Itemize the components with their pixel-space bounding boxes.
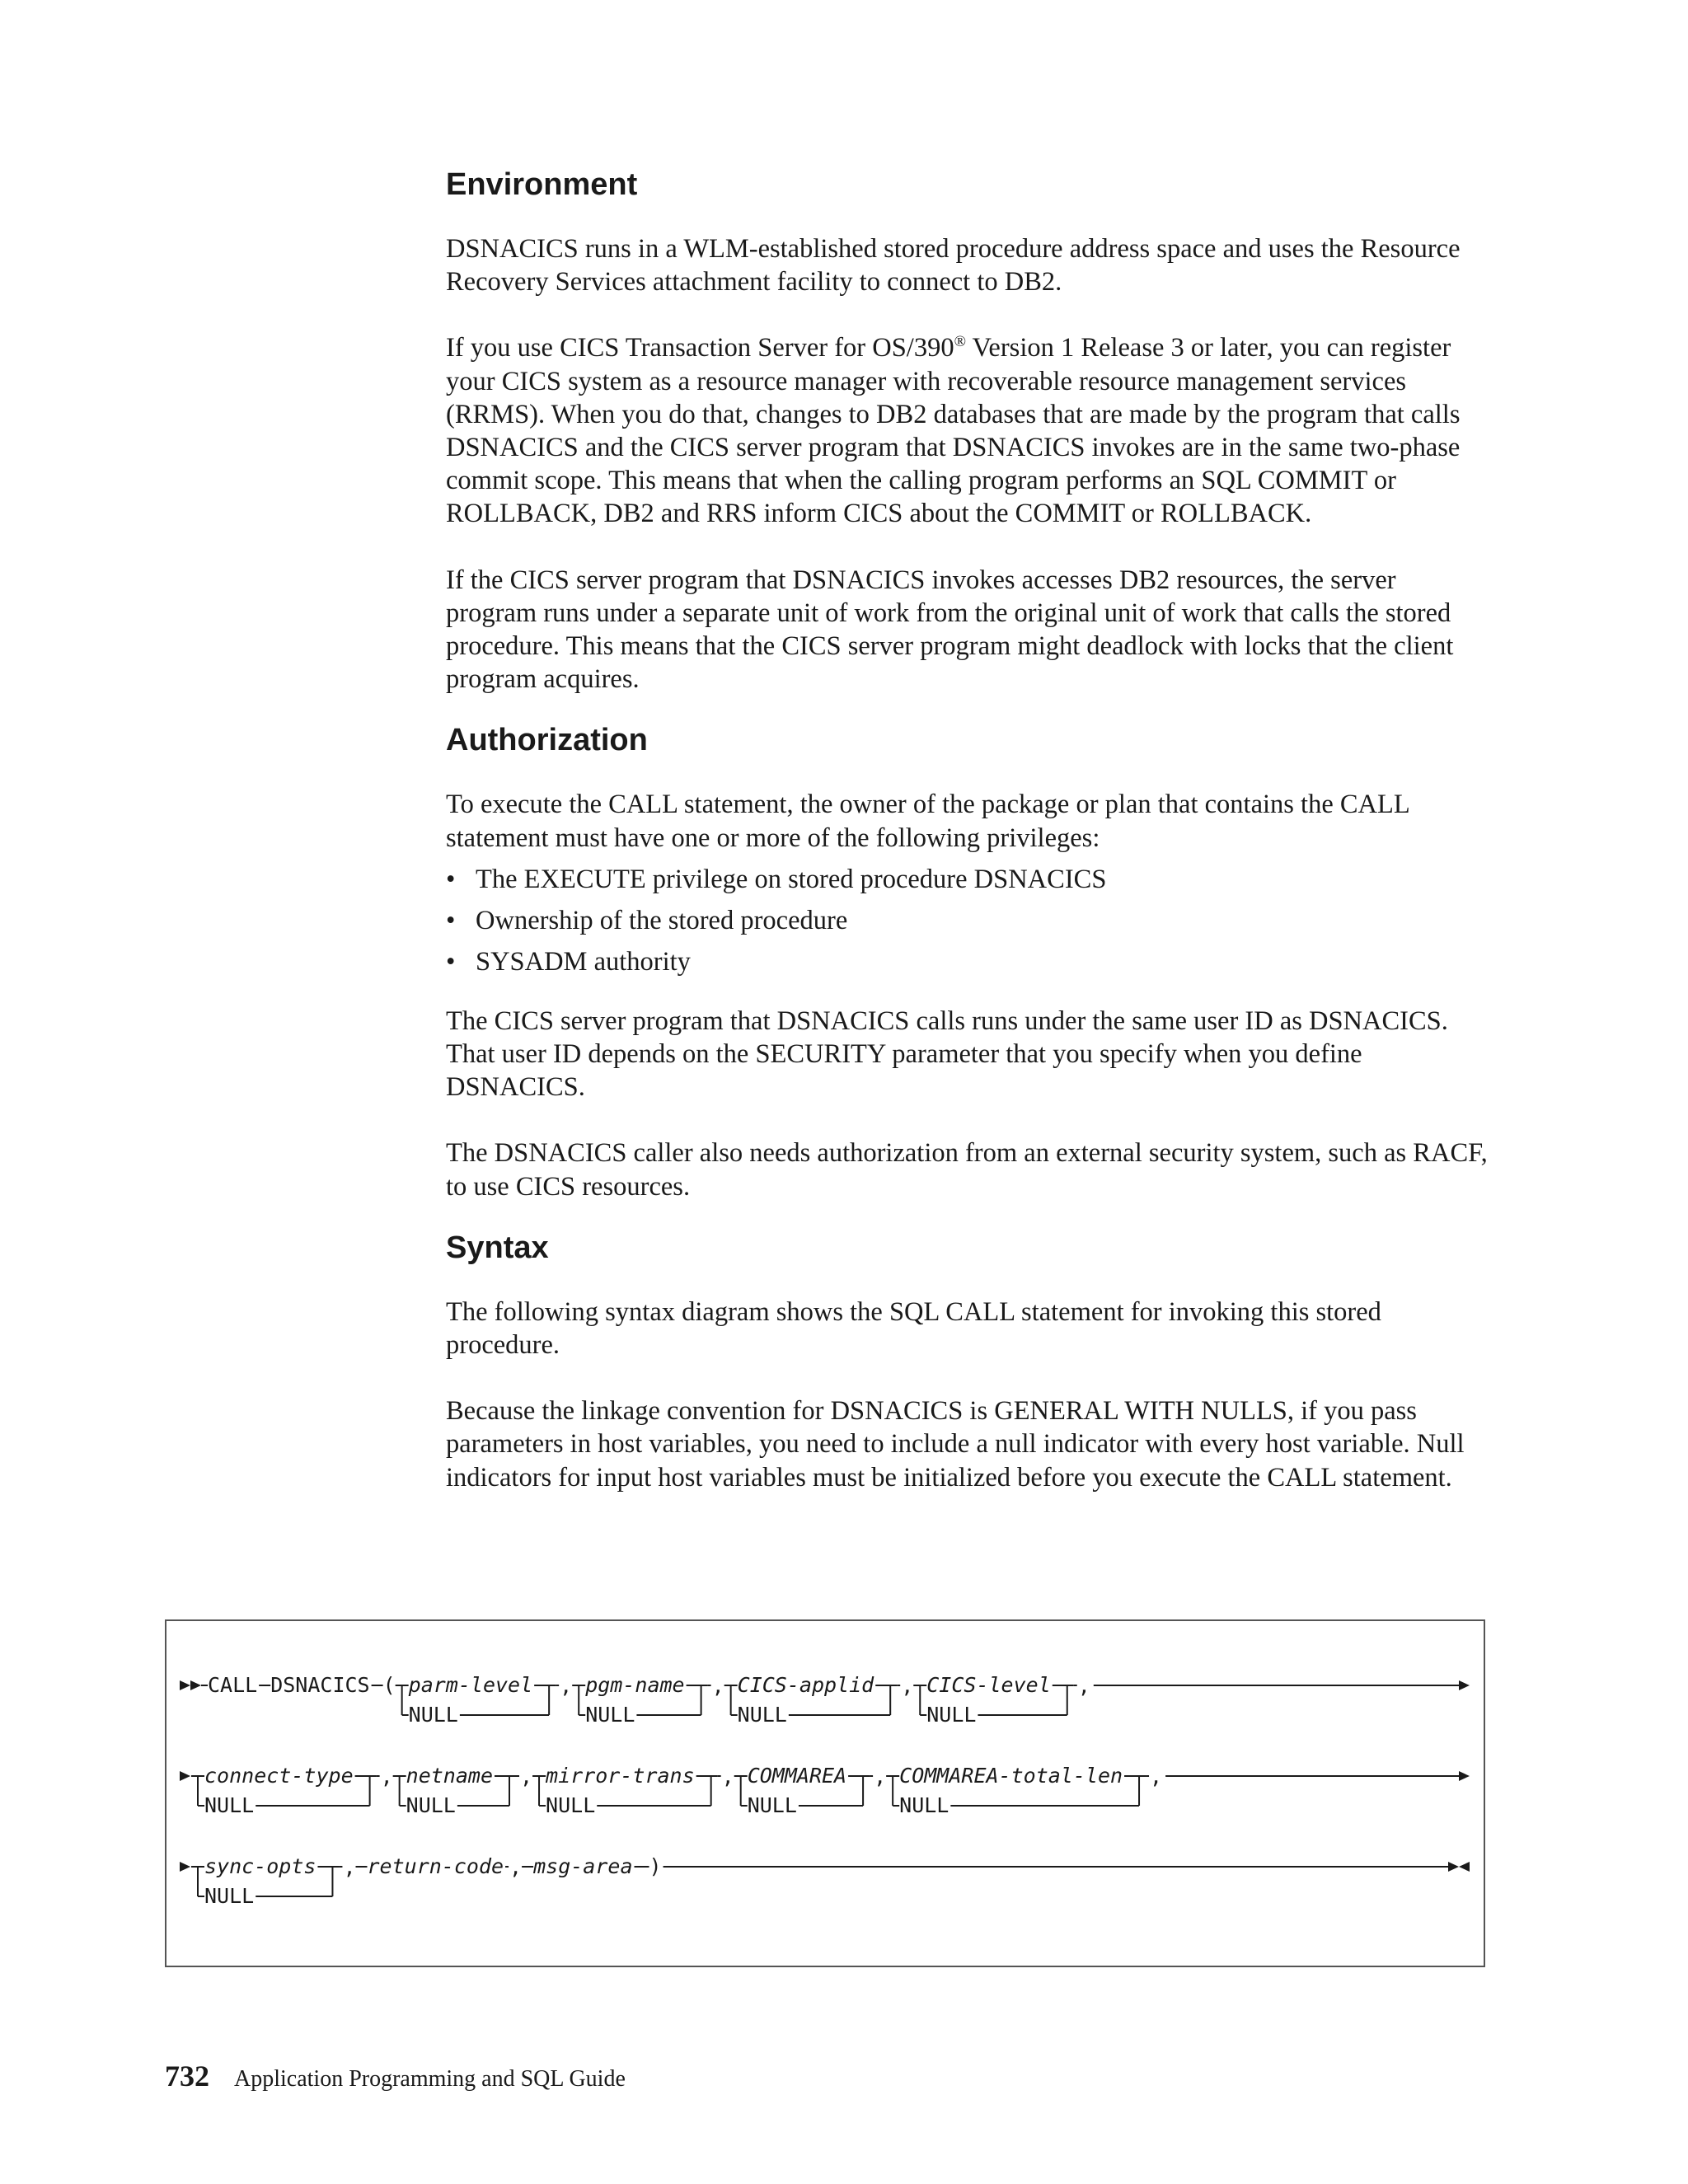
- environment-paragraph-1: DSNACICS runs in a WLM-established stored procedure address space and uses the Resource Recovery Services attachment facility to connect to DB2.: [446, 234, 1461, 298]
- null-option: NULL: [747, 1793, 797, 1817]
- heading-authorization: Authorization: [446, 723, 648, 758]
- authorization-paragraph-1: To execute the CALL statement, the owner of the package or plan that contains the CALL statement must have one or more of the following privileges:: [446, 790, 1409, 853]
- row-continue-arrow: [1459, 1771, 1470, 1781]
- null-option: NULL: [204, 1884, 255, 1908]
- environment-paragraph-3: If the CICS server program that DSNACICS invokes accesses DB2 resources, the server program runs under a separate unit of work from the original unit of work that calls the stored procedure. This means that the CICS server program might deadlock with locks that the client program acquires.: [446, 565, 1454, 695]
- separator-comma: ,: [721, 1765, 734, 1788]
- null-option: NULL: [406, 1793, 456, 1817]
- row-continue-arrow: [180, 1771, 190, 1781]
- param-r2-3: COMMAREA: [747, 1764, 847, 1788]
- syntax-paragraph-2: Because the linkage convention for DSNACICS is GENERAL WITH NULLS, if you pass parameters in host variables, you need to include a null indicator with every host variable. Null indicators for input host variables must be initialized before you execute the CALL statement.: [446, 1396, 1465, 1493]
- null-option: NULL: [737, 1703, 787, 1727]
- null-option: NULL: [408, 1703, 458, 1727]
- null-option: NULL: [546, 1793, 596, 1817]
- separator-comma: ,: [1077, 1674, 1090, 1698]
- separator-comma: ,: [343, 1855, 356, 1879]
- null-option: NULL: [204, 1793, 255, 1817]
- param-r2-1: netname: [406, 1764, 494, 1788]
- book-title: Application Programming and SQL Guide: [234, 2066, 626, 2092]
- diagram-end-arrow: [1459, 1862, 1470, 1872]
- separator-comma: ,: [1150, 1765, 1163, 1788]
- param-r1-1: pgm-name: [585, 1673, 685, 1697]
- separator-comma: ,: [560, 1674, 573, 1698]
- authorization-paragraph-2: The CICS server program that DSNACICS calls runs under the same user ID as DSNACICS. That user ID depends on the SECURITY parameter that you specify when you define DSNACICS.: [446, 1005, 1448, 1103]
- authorization-paragraph-3: The DSNACICS caller also needs authorization from an external security system, such as RACF, to use CICS resources.: [446, 1138, 1488, 1202]
- list-item: • The EXECUTE privilege on stored procedure DSNACICS: [446, 864, 1107, 894]
- row-continue-arrow: [180, 1862, 190, 1872]
- syntax-diagram: [165, 1619, 1485, 1967]
- param-r1-2: CICS-applid: [737, 1673, 874, 1697]
- page-footer: [165, 2059, 626, 2093]
- syntax-diagram-canvas: [166, 1621, 1487, 1969]
- null-option: NULL: [899, 1793, 950, 1817]
- environment-paragraph-2: If you use CICS Transaction Server for OS/390® Version 1 Release 3 or later, you can register your CICS system as a resource manager with recoverable resource management services (RRMS). When you do that, changes to DB2 databases that are made by the program that calls DSNACICS and the CICS server program that DSNACICS invokes are in the same two-phase commit scope. This means that when the calling program performs an SQL COMMIT or ROLLBACK, DB2 and RRS inform CICS about the COMMIT or ROLLBACK.: [446, 333, 1461, 529]
- param-r1-3: CICS-level: [926, 1673, 1051, 1697]
- diagram-start-arrow: [190, 1680, 201, 1690]
- heading-syntax: Syntax: [446, 1230, 549, 1265]
- diagram-start-arrow: [180, 1680, 190, 1690]
- main-content: [446, 165, 1493, 1494]
- param-r2-0: connect-type: [204, 1764, 354, 1788]
- separator-comma: ,: [874, 1765, 887, 1788]
- list-item: • Ownership of the stored procedure: [446, 905, 848, 935]
- call-keyword: CALL: [208, 1673, 258, 1697]
- separator-comma: ,: [380, 1765, 393, 1788]
- separator-comma: ,: [711, 1674, 724, 1698]
- syntax-paragraph-1: The following syntax diagram shows the SQL CALL statement for invoking this stored procedure.: [446, 1296, 1381, 1361]
- null-option: NULL: [926, 1703, 977, 1727]
- null-option: NULL: [585, 1703, 635, 1727]
- privilege-list: [446, 863, 1493, 978]
- close-paren: ): [649, 1854, 662, 1878]
- list-item: • SYSADM authority: [446, 946, 691, 977]
- param-r1-0: parm-level: [408, 1673, 533, 1697]
- diagram-end-arrow: [1448, 1862, 1459, 1872]
- row-continue-arrow: [1459, 1680, 1470, 1690]
- heading-environment: Environment: [446, 167, 638, 202]
- param-r3-0: sync-opts: [204, 1854, 316, 1878]
- param-r2-2: mirror-trans: [546, 1764, 695, 1788]
- registered-mark: ®: [954, 333, 967, 351]
- param-r2-4: COMMAREA-total-len: [899, 1764, 1123, 1788]
- procedure-name: DSNACICS: [270, 1673, 370, 1697]
- separator-comma: ,: [520, 1765, 533, 1788]
- separator-comma: ,: [901, 1674, 914, 1698]
- param-msg-area: msg-area: [533, 1854, 633, 1878]
- param-return-code: return-code: [367, 1854, 504, 1878]
- page-number: 732: [165, 2060, 209, 2093]
- separator-comma: ,: [509, 1855, 523, 1879]
- open-paren: (: [382, 1673, 396, 1697]
